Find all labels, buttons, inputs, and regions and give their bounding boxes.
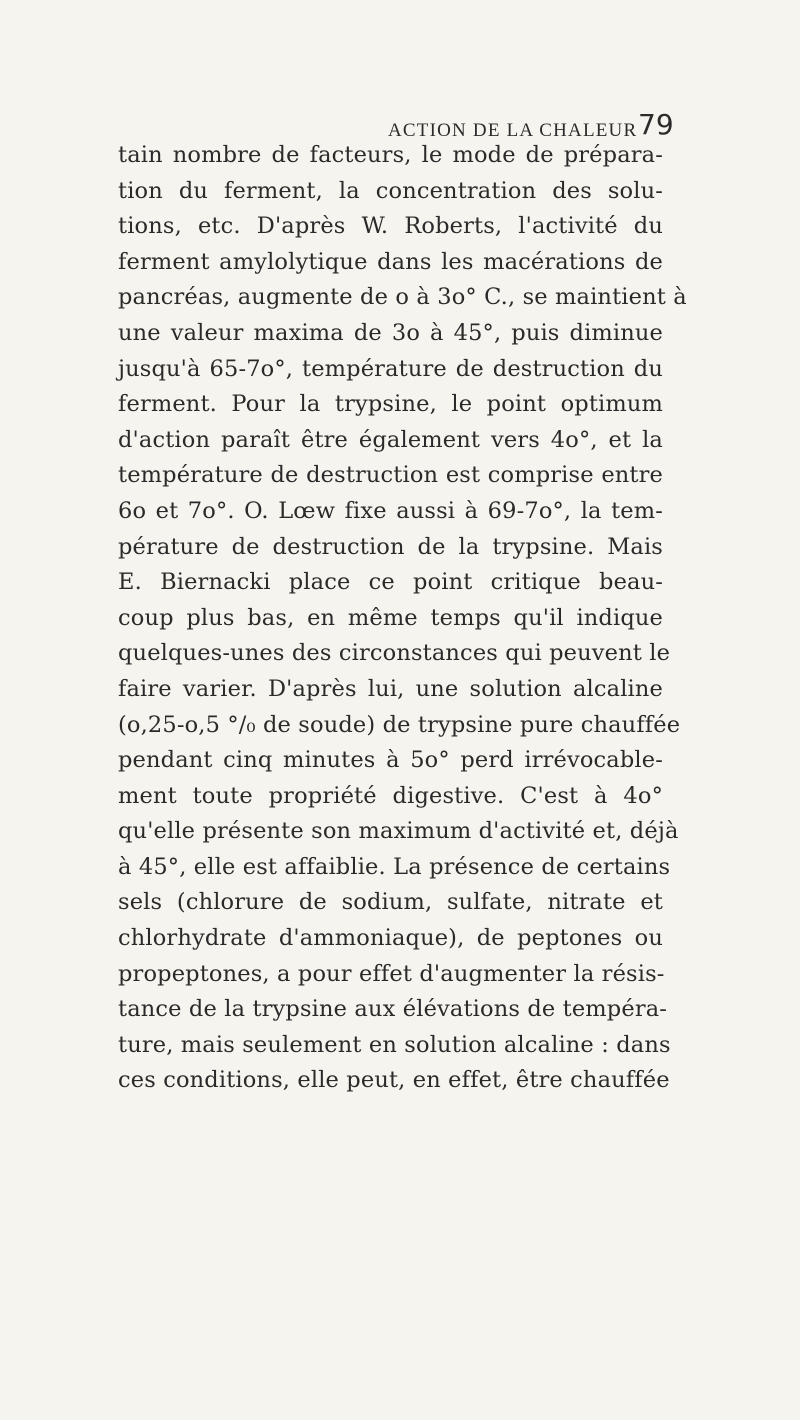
text-line: sels (chlorure de sodium, sulfate, nitrate et: [118, 889, 663, 916]
text-line: pendant cinq minutes à 5o° perd irrévocable-: [118, 747, 663, 774]
text-line: jusqu'à 65-7o°, température de destruction du: [118, 355, 663, 382]
text-line: (o,25-o,5 °/₀ de soude) de trypsine pure chauffée: [118, 711, 681, 738]
running-head: ACTION DE LA CHALEUR: [388, 120, 638, 141]
text-line: pérature de destruction de la trypsine. Mais: [118, 533, 663, 560]
text-line: coup plus bas, en même temps qu'il indique: [118, 604, 663, 631]
text-line: tain nombre de facteurs, le mode de prépara-: [118, 142, 663, 168]
body-text: [118, 138, 687, 1099]
text-line: ces conditions, elle peut, en effet, être chauffée: [118, 1067, 670, 1094]
text-line: propeptones, a pour effet d'augmenter la résis-: [118, 960, 665, 987]
text-line: chlorhydrate d'ammoniaque), de peptones ou: [118, 925, 663, 952]
text-line: ture, mais seulement en solution alcaline : dans: [118, 1031, 671, 1058]
page-header: [0, 88, 800, 141]
text-line: E. Biernacki place ce point critique beau-: [118, 569, 663, 596]
text-line: ferment. Pour la trypsine, le point optimum: [118, 391, 663, 418]
text-line: 6o et 7o°. O. Lœw fixe aussi à 69-7o°, la tem-: [118, 497, 663, 524]
text-line: une valeur maxima de 3o à 45°, puis diminue: [118, 319, 663, 346]
page-number: 79: [638, 108, 674, 141]
text-line: tions, etc. D'après W. Roberts, l'activité du: [118, 213, 663, 240]
text-line: pancréas, augmente de o à 3o° C., se maintient à: [118, 284, 687, 311]
text-line: température de destruction est comprise entre: [118, 462, 663, 489]
text-line: faire varier. D'après lui, une solution alcaline: [118, 675, 663, 702]
text-line: ferment amylolytique dans les macérations de: [118, 248, 663, 275]
text-line: d'action paraît être également vers 4o°, et la: [118, 426, 663, 453]
text-line: tion du ferment, la concentration des solu-: [118, 177, 663, 204]
text-line: quelques-unes des circonstances qui peuvent le: [118, 640, 671, 667]
text-line: ment toute propriété digestive. C'est à 4o°: [118, 782, 663, 809]
text-line: qu'elle présente son maximum d'activité et, déjà: [118, 818, 679, 845]
text-line: tance de la trypsine aux élévations de tempéra-: [118, 996, 668, 1023]
text-line: à 45°, elle est affaiblie. La présence de certains: [118, 853, 671, 880]
